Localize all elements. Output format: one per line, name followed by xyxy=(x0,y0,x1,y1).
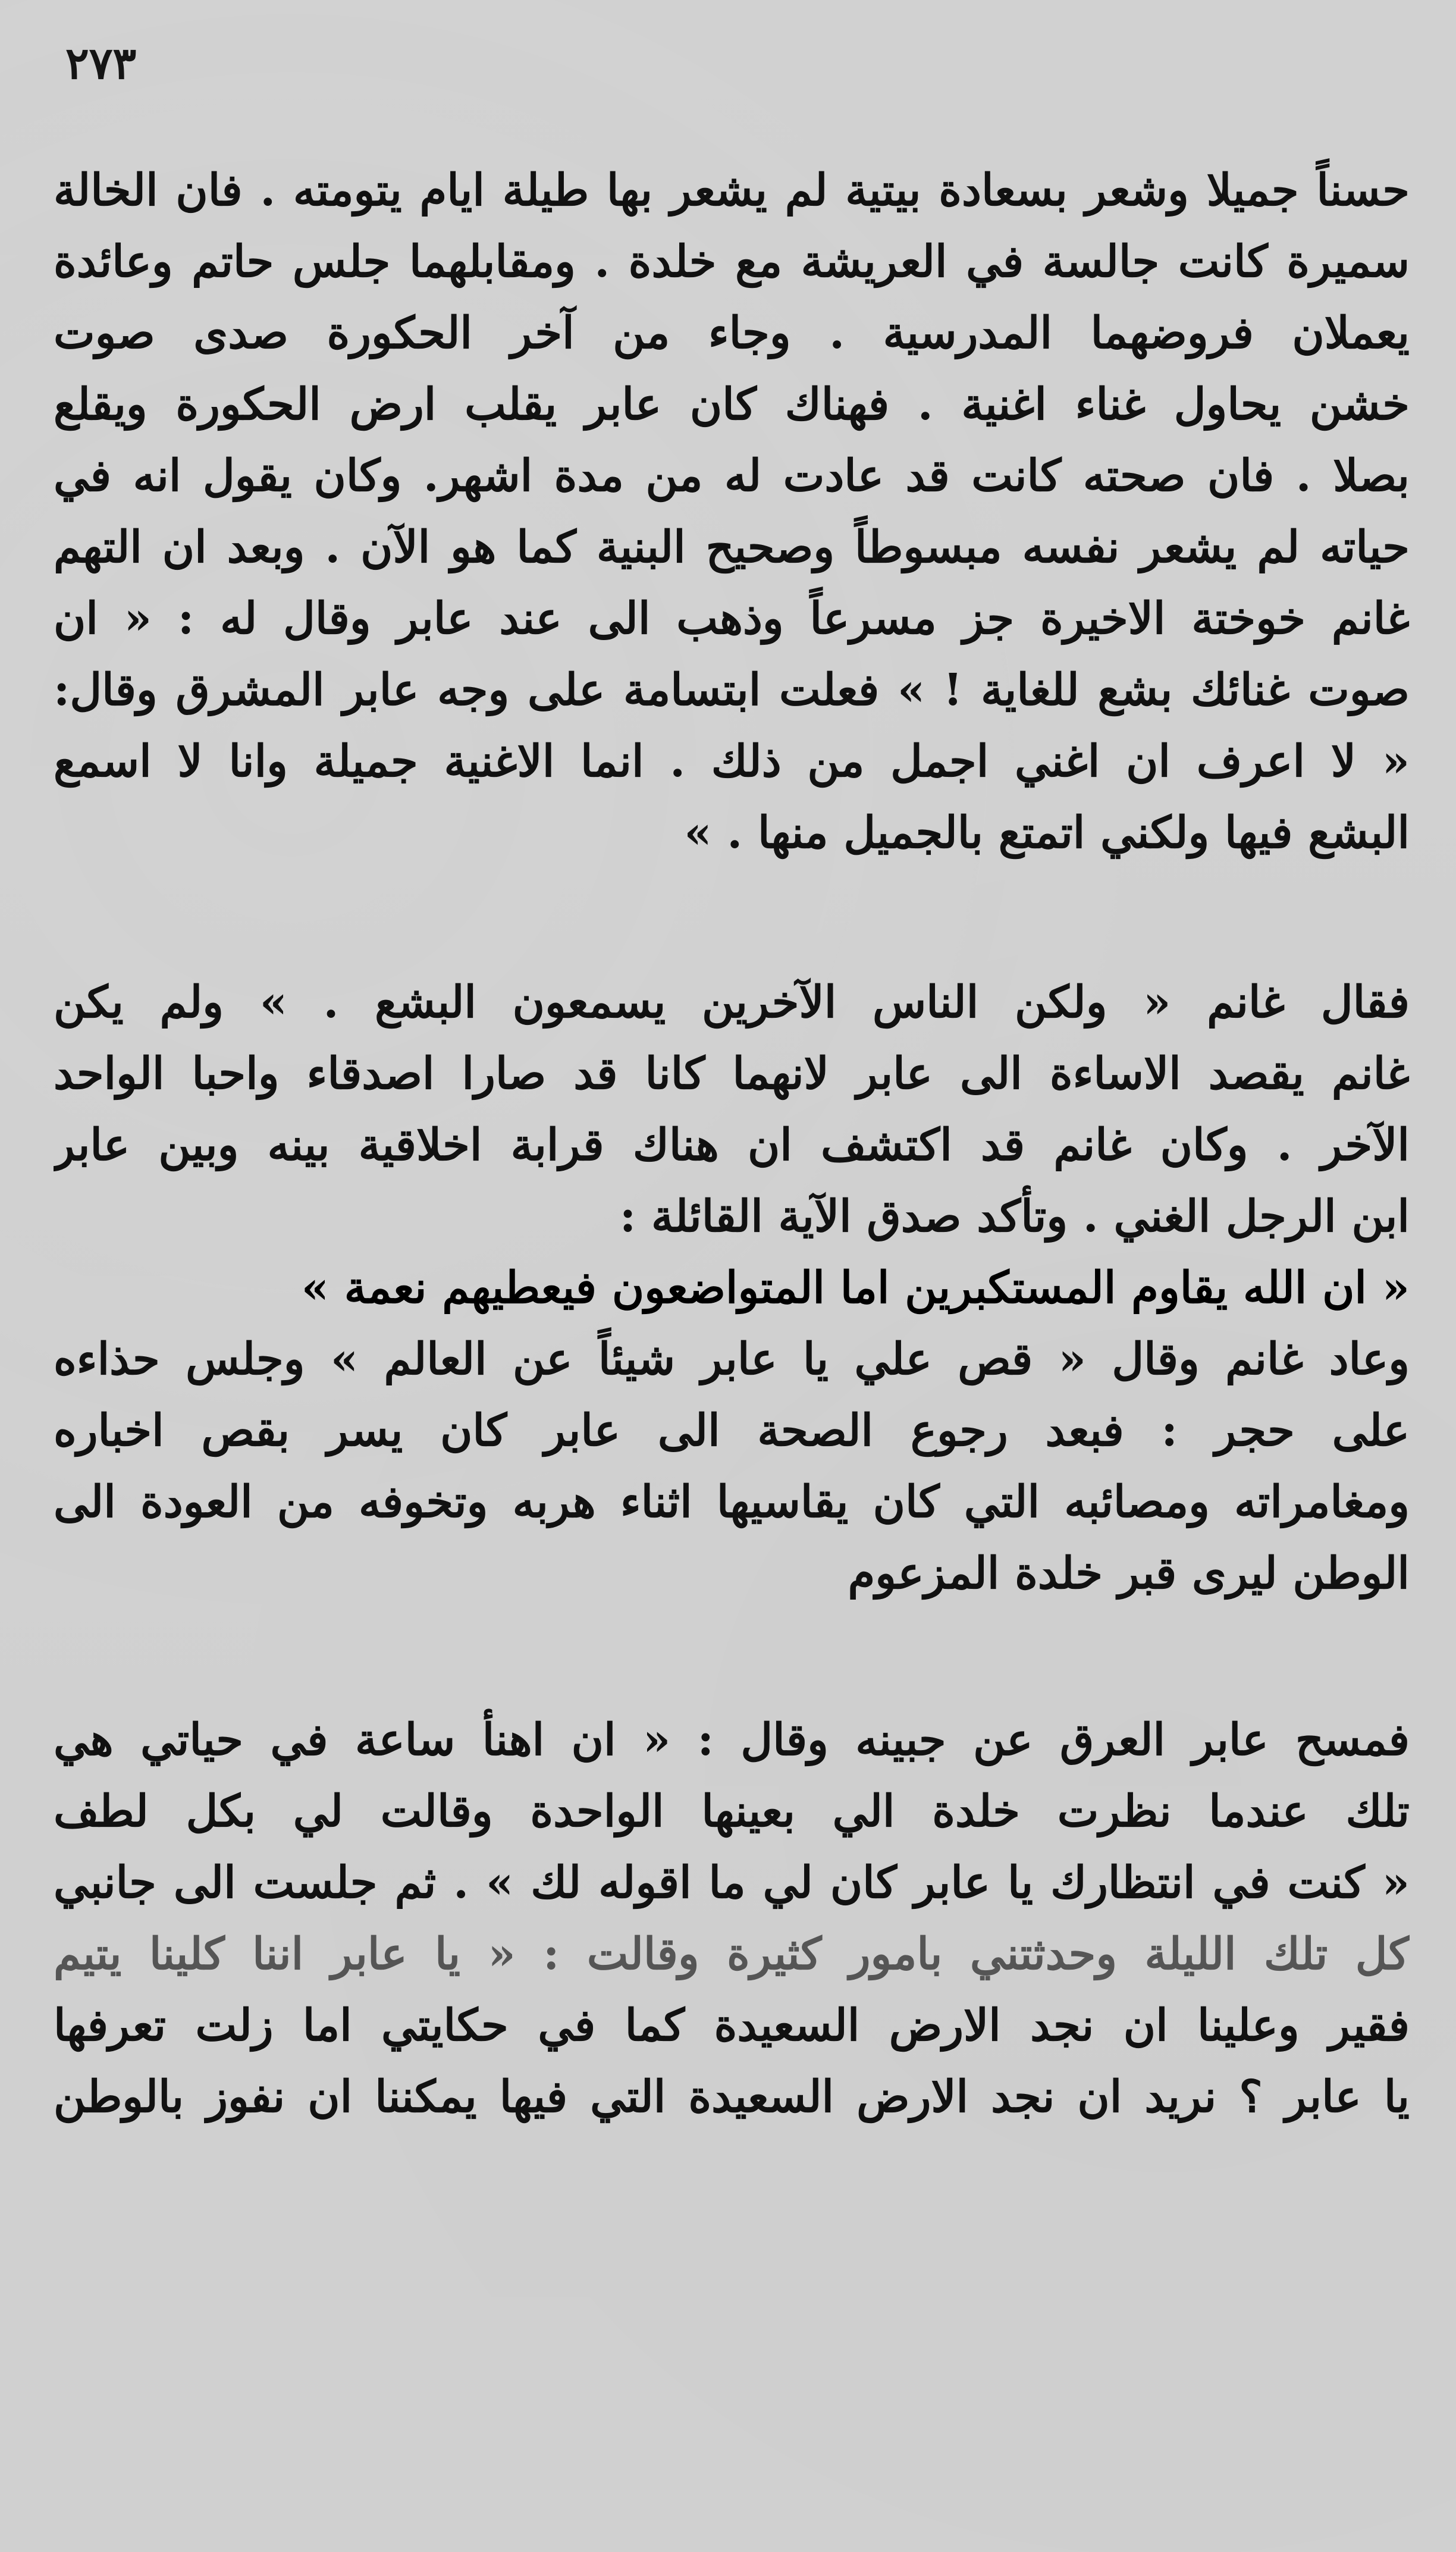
text-line-3: يعملان فروضهما المدرسية . وجاء من آخر الحكورة صدى صوت xyxy=(54,308,1410,359)
text-line-5: بصلا . فان صحته كانت قد عادت له من مدة اشهر. وكان يقول انه في xyxy=(54,450,1410,501)
text-line-22: « كنت في انتظارك يا عابر كان لي ما اقوله لك » . ثم جلست الى جانبي xyxy=(54,1857,1410,1908)
text-line-12: غانم يقصد الاساءة الى عابر لانهما كانا قد صارا اصدقاء واحبا الواحد xyxy=(54,1048,1410,1099)
text-line-6: حياته لم يشعر نفسه مبسوطاً وصحيح البنية كما هو الآن . وبعد ان التهم xyxy=(54,522,1410,573)
text-line-9: « لا اعرف ان اغني اجمل من ذلك . انما الاغنية جميلة وانا لا اسمع xyxy=(54,736,1410,787)
text-line-14: ابن الرجل الغني . وتأكد صدق الآية القائلة : xyxy=(619,1191,1410,1242)
text-line-24: فقير وعلينا ان نجد الارض السعيدة كما في حكايتي اما زلت تعرفها xyxy=(54,2000,1410,2051)
text-line-18: ومغامراته ومصائبه التي كان يقاسيها اثناء هربه وتخوفه من العودة الى xyxy=(54,1476,1410,1528)
text-line-16: وعاد غانم وقال « قص علي يا عابر شيئاً عن العالم » وجلس حذاءه xyxy=(54,1334,1410,1385)
page-number: ٢٧٣ xyxy=(65,38,137,89)
text-line-19: الوطن ليرى قبر خلدة المزعوم xyxy=(848,1548,1410,1599)
text-line-7: غانم خوختة الاخيرة جز مسرعاً وذهب الى عند عابر وقال له : « ان xyxy=(54,593,1410,644)
text-line-17: على حجر : فبعد رجوع الصحة الى عابر كان يسر بقص اخباره xyxy=(54,1405,1410,1456)
text-line-13: الآخر . وكان غانم قد اكتشف ان هناك قرابة اخلاقية بينه وبين عابر xyxy=(54,1120,1410,1171)
text-line-25: يا عابر ؟ نريد ان نجد الارض السعيدة التي فيها يمكننا ان نفوز بالوطن xyxy=(54,2071,1410,2123)
text-line-10: البشع فيها ولكني اتمتع بالجميل منها . » xyxy=(684,807,1410,858)
text-line-8: صوت غنائك بشع للغاية ! » فعلت ابتسامة على وجه عابر المشرق وقال: xyxy=(54,664,1410,716)
text-line-20: فمسح عابر العرق عن جبينه وقال : « ان اهنأ ساعة في حياتي هي xyxy=(54,1714,1410,1766)
text-line-21: تلك عندما نظرت خلدة الي بعينها الواحدة وقالت لي بكل لطف xyxy=(54,1786,1410,1837)
text-line-11: فقال غانم « ولكن الناس الآخرين يسمعون البشع . » ولم يكن xyxy=(54,977,1410,1028)
text-line-15: « ان الله يقاوم المستكبرين اما المتواضعون فيعطيهم نعمة » xyxy=(301,1262,1410,1313)
text-line-23: كل تلك الليلة وحدثتني بامور كثيرة وقالت : « يا عابر اننا كلينا يتيم xyxy=(54,1929,1410,1980)
text-line-1: حسناً جميلا وشعر بسعادة بيتية لم يشعر بها طيلة ايام يتومته . فان الخالة xyxy=(54,165,1410,216)
text-line-2: سميرة كانت جالسة في العريشة مع خلدة . ومقابلهما جلس حاتم وعائدة xyxy=(54,236,1410,287)
text-line-4: خشن يحاول غناء اغنية . فهناك كان عابر يقلب ارض الحكورة ويقلع xyxy=(54,379,1410,430)
